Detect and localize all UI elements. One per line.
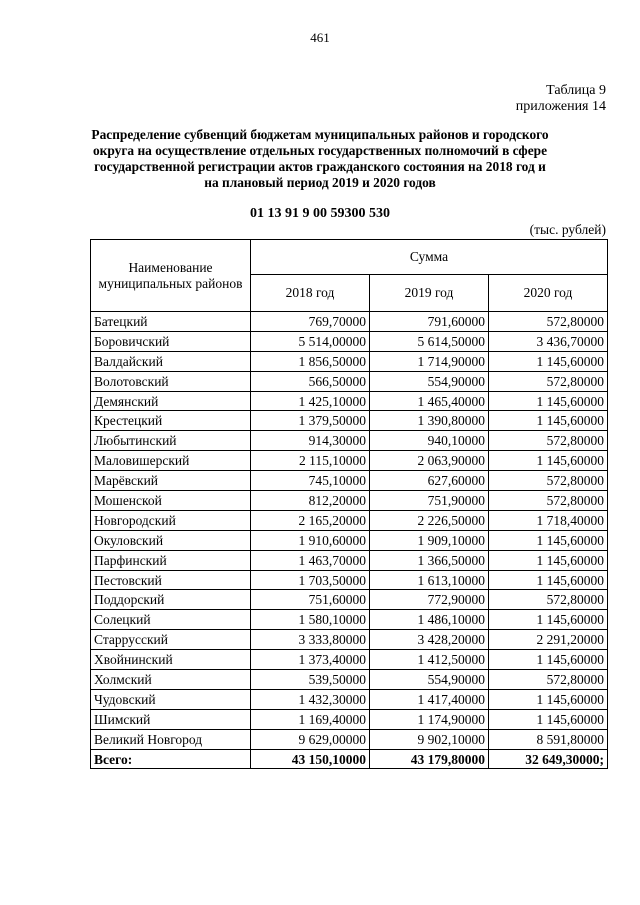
amount-2019-cell: 1 417,40000: [370, 689, 489, 709]
header-sum: Сумма: [251, 240, 608, 275]
table-row: [91, 709, 608, 729]
amount-2020-cell: 1 145,60000: [489, 411, 608, 431]
table-row: [91, 451, 608, 471]
table-label-line2: приложения 14: [515, 99, 606, 114]
district-name-cell: Окуловский: [91, 530, 251, 550]
units-label: (тыс. рублей): [529, 222, 606, 237]
amount-2018-cell: 1 856,50000: [251, 351, 370, 371]
table-row: [91, 689, 608, 709]
amount-2020-cell: 1 145,60000: [489, 391, 608, 411]
amount-2019-cell: 554,90000: [370, 371, 489, 391]
district-name-cell: Холмский: [91, 670, 251, 690]
table-row: [91, 351, 608, 371]
amount-2018-cell: 43 150,10000: [251, 749, 370, 769]
district-name-cell: Новгородский: [91, 510, 251, 530]
amount-2018-cell: 1 373,40000: [251, 650, 370, 670]
amount-2020-cell: 572,80000: [489, 312, 608, 332]
amount-2020-cell: 572,80000: [489, 590, 608, 610]
amount-2020-cell: 1 145,60000: [489, 570, 608, 590]
amount-2020-cell: 572,80000: [489, 371, 608, 391]
amount-2018-cell: 1 703,50000: [251, 570, 370, 590]
district-name-cell: Демянский: [91, 391, 251, 411]
title-line3: государственной регистрации актов гражданского состояния на 2018 год и: [94, 159, 546, 174]
amount-2019-cell: 5 614,50000: [370, 331, 489, 351]
table-row: [91, 570, 608, 590]
amount-2020-cell: 8 591,80000: [489, 729, 608, 749]
amount-2018-cell: 1 379,50000: [251, 411, 370, 431]
table-row: [91, 550, 608, 570]
amount-2019-cell: 1 390,80000: [370, 411, 489, 431]
amount-2018-cell: 745,10000: [251, 471, 370, 491]
district-name-cell: Пестовский: [91, 570, 251, 590]
table-label-line1: Таблица 9: [546, 83, 606, 98]
amount-2019-cell: 940,10000: [370, 431, 489, 451]
total-row: [91, 749, 608, 769]
table-row: [91, 610, 608, 630]
table-row: [91, 650, 608, 670]
page-number: 461: [310, 30, 330, 45]
header-2020: 2020 год: [489, 275, 608, 312]
budget-code: 01 13 91 9 00 59300 530: [250, 206, 390, 221]
amount-2020-cell: 32 649,30000;: [489, 749, 608, 769]
amount-2019-cell: 1 366,50000: [370, 550, 489, 570]
district-name-cell: Марёвский: [91, 471, 251, 491]
amount-2019-cell: 791,60000: [370, 312, 489, 332]
table-row: [91, 391, 608, 411]
amount-2018-cell: 5 514,00000: [251, 331, 370, 351]
amount-2018-cell: 1 463,70000: [251, 550, 370, 570]
amount-2019-cell: 554,90000: [370, 670, 489, 690]
district-name-cell: Батецкий: [91, 312, 251, 332]
amount-2020-cell: 1 145,60000: [489, 650, 608, 670]
table-row: [91, 491, 608, 511]
amount-2018-cell: 9 629,00000: [251, 729, 370, 749]
amount-2020-cell: 572,80000: [489, 491, 608, 511]
amount-2019-cell: 772,90000: [370, 590, 489, 610]
table-row: [91, 590, 608, 610]
amount-2019-cell: 1 412,50000: [370, 650, 489, 670]
table-row: [91, 431, 608, 451]
amount-2018-cell: 914,30000: [251, 431, 370, 451]
district-name-cell: Шимский: [91, 709, 251, 729]
district-name-cell: Парфинский: [91, 550, 251, 570]
amount-2019-cell: 1 909,10000: [370, 530, 489, 550]
table-row: [91, 371, 608, 391]
amount-2019-cell: 43 179,80000: [370, 749, 489, 769]
amount-2020-cell: 1 145,60000: [489, 351, 608, 371]
amount-2019-cell: 9 902,10000: [370, 729, 489, 749]
amount-2019-cell: 627,60000: [370, 471, 489, 491]
table-row: [91, 510, 608, 530]
amount-2018-cell: 566,50000: [251, 371, 370, 391]
amount-2020-cell: 1 145,60000: [489, 550, 608, 570]
header-name: Наименование муниципальных районов: [91, 240, 251, 312]
district-name-cell: Хвойнинский: [91, 650, 251, 670]
table-row: [91, 331, 608, 351]
amount-2018-cell: 1 432,30000: [251, 689, 370, 709]
amount-2018-cell: 1 425,10000: [251, 391, 370, 411]
title-line1: Распределение субвенций бюджетам муниципальных районов и городского: [91, 127, 549, 142]
header-2018: 2018 год: [251, 275, 370, 312]
district-name-cell: Солецкий: [91, 610, 251, 630]
amount-2018-cell: 769,70000: [251, 312, 370, 332]
amount-2020-cell: 572,80000: [489, 471, 608, 491]
district-name-cell: Крестецкий: [91, 411, 251, 431]
amount-2018-cell: 2 165,20000: [251, 510, 370, 530]
amount-2018-cell: 1 580,10000: [251, 610, 370, 630]
table-row: [91, 411, 608, 431]
amount-2020-cell: 572,80000: [489, 431, 608, 451]
district-name-cell: Мошенской: [91, 491, 251, 511]
table-row: [91, 312, 608, 332]
district-name-cell: Всего:: [91, 749, 251, 769]
amount-2019-cell: 1 486,10000: [370, 610, 489, 630]
amount-2018-cell: 2 115,10000: [251, 451, 370, 471]
amount-2019-cell: 1 465,40000: [370, 391, 489, 411]
table-label: [516, 83, 606, 115]
amount-2019-cell: 751,90000: [370, 491, 489, 511]
document-title: [70, 127, 570, 191]
district-name-cell: Чудовский: [91, 689, 251, 709]
table-row: [91, 530, 608, 550]
title-line2: округа на осуществление отдельных государственных полномочий в сфере: [92, 143, 548, 158]
amount-2020-cell: 1 145,60000: [489, 689, 608, 709]
amount-2019-cell: 1 613,10000: [370, 570, 489, 590]
district-name-cell: Старрусский: [91, 630, 251, 650]
amount-2019-cell: 2 226,50000: [370, 510, 489, 530]
table-row: [91, 670, 608, 690]
amount-2019-cell: 1 714,90000: [370, 351, 489, 371]
table-row: [91, 729, 608, 749]
amount-2020-cell: 572,80000: [489, 670, 608, 690]
table-row: [91, 630, 608, 650]
amount-2020-cell: 1 145,60000: [489, 709, 608, 729]
amount-2018-cell: 539,50000: [251, 670, 370, 690]
amount-2018-cell: 1 169,40000: [251, 709, 370, 729]
amount-2019-cell: 2 063,90000: [370, 451, 489, 471]
amount-2018-cell: 812,20000: [251, 491, 370, 511]
district-name-cell: Маловишерский: [91, 451, 251, 471]
district-name-cell: Поддорский: [91, 590, 251, 610]
district-name-cell: Любытинский: [91, 431, 251, 451]
table-row: [91, 471, 608, 491]
amount-2020-cell: 1 145,60000: [489, 610, 608, 630]
district-name-cell: Боровичский: [91, 331, 251, 351]
amount-2020-cell: 1 145,60000: [489, 451, 608, 471]
header-2019: 2019 год: [370, 275, 489, 312]
amount-2018-cell: 3 333,80000: [251, 630, 370, 650]
title-line4: на плановый период 2019 и 2020 годов: [204, 175, 436, 190]
district-name-cell: Валдайский: [91, 351, 251, 371]
amount-2020-cell: 1 145,60000: [489, 530, 608, 550]
amount-2020-cell: 1 718,40000: [489, 510, 608, 530]
amount-2019-cell: 3 428,20000: [370, 630, 489, 650]
amount-2020-cell: 2 291,20000: [489, 630, 608, 650]
amount-2020-cell: 3 436,70000: [489, 331, 608, 351]
amount-2018-cell: 751,60000: [251, 590, 370, 610]
subvention-table: [90, 239, 608, 769]
district-name-cell: Великий Новгород: [91, 729, 251, 749]
district-name-cell: Волотовский: [91, 371, 251, 391]
amount-2019-cell: 1 174,90000: [370, 709, 489, 729]
amount-2018-cell: 1 910,60000: [251, 530, 370, 550]
